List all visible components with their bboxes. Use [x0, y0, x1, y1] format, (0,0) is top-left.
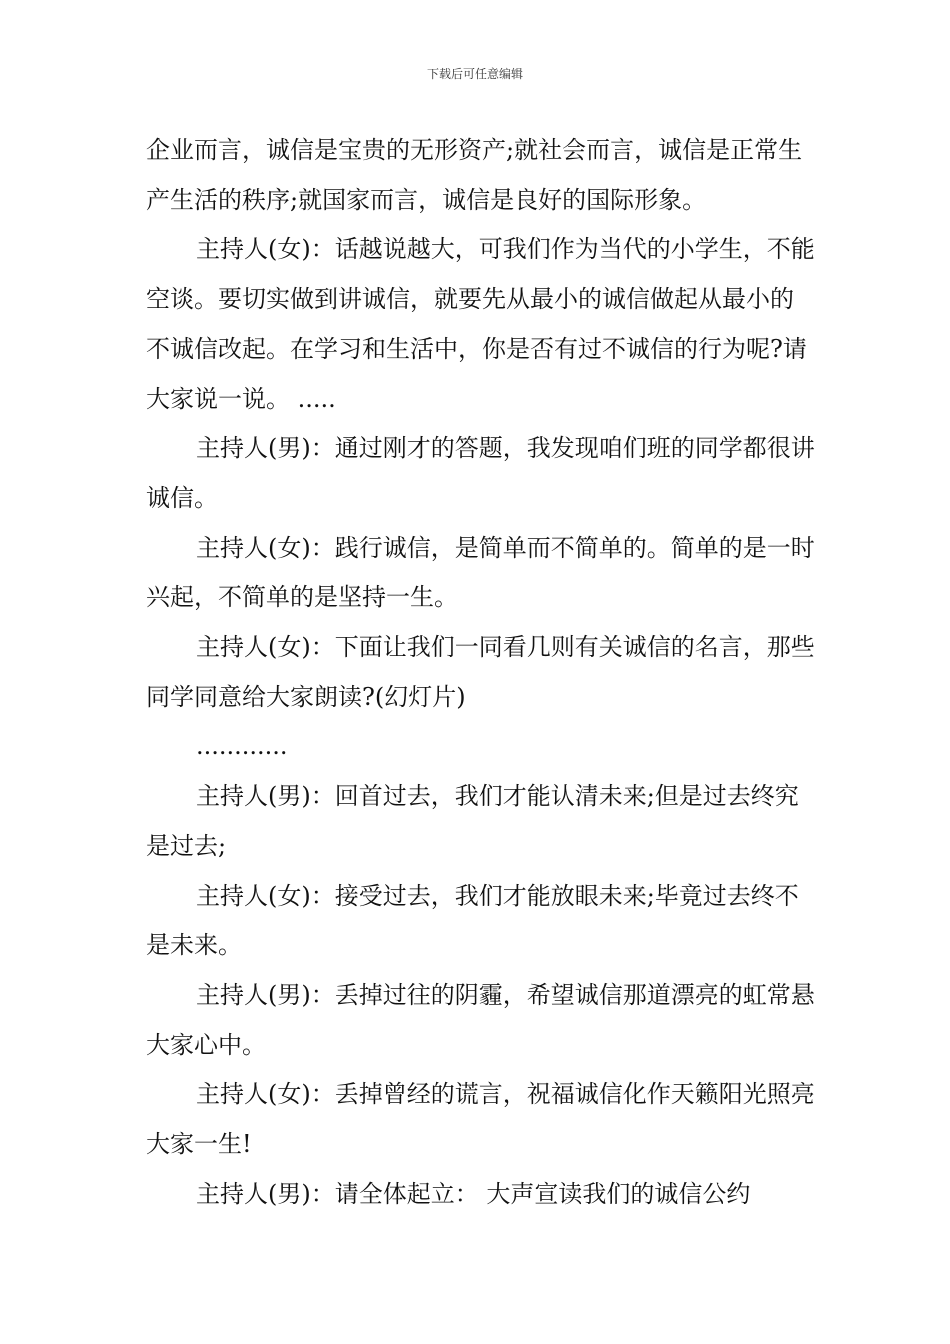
paragraph: 主持人(男)：回首过去，我们才能认清未来;但是过去终究是过去; [146, 782, 799, 860]
page-header-note: 下载后可任意编辑 [426, 67, 523, 81]
paragraph: 企业而言，诚信是宝贵的无形资产;就社会而言，诚信是正常生产生活的秩序;就国家而言，诚信是良好的国际形象。 [146, 136, 803, 214]
paragraph: 主持人(女)：接受过去，我们才能放眼未来;毕竟过去终不是未来。 [146, 881, 799, 960]
paragraph: 主持人(女)：下面让我们一同看几则有关诚信的名言，那些同学同意给大家朗读?(幻灯片) [146, 633, 815, 711]
paragraph: 主持人(男)：请全体起立： 大声宣读我们的诚信公约 [196, 1179, 751, 1208]
paragraph: 主持人(女)：丢掉曾经的谎言，祝福诚信化作天籁阳光照亮大家一生! [146, 1080, 815, 1159]
paragraph: 主持人(男)：通过刚才的答题，我发现咱们班的同学都很讲诚信。 [146, 434, 815, 512]
paragraph: 主持人(女)：话越说越大，可我们作为当代的小学生，不能空谈。要切实做到讲诚信，就要先从最小的诚信做起从最小的不诚信改起。在学习和生活中，你是否有过不诚信的行为呢?请大家说一说。 ..... [146, 235, 815, 413]
paragraph: 主持人(男)：丢掉过往的阴霾，希望诚信那道漂亮的虹常悬大家心中。 [146, 980, 815, 1059]
paragraph: 主持人(女)：践行诚信，是简单而不简单的。简单的是一时兴起，不简单的是坚持一生。 [146, 533, 815, 612]
document-body [146, 126, 816, 1219]
paragraph-ellipsis: ............ [196, 732, 288, 761]
